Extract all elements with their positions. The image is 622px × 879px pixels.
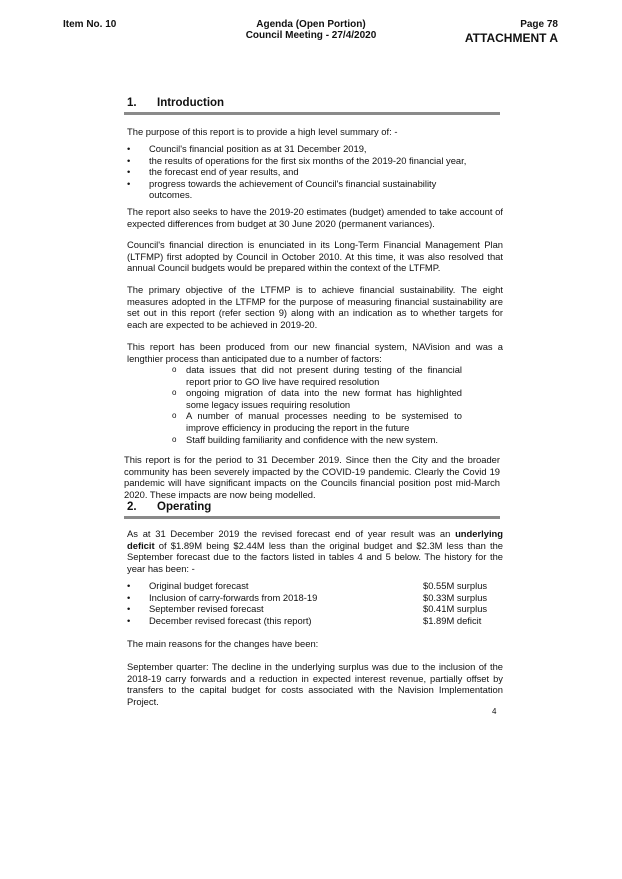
section-2-title: Operating: [157, 501, 212, 513]
history-value: $0.55M surplus: [423, 580, 488, 591]
list-item: [127, 615, 503, 627]
agenda-header: [191, 19, 431, 41]
attachment-label: ATTACHMENT A: [464, 31, 558, 45]
estimates-paragraph: The report also seeks to have the 2019-20 estimates (budget) amended to take account of expected differences from budget at 30 June 2020 (permanent variances).: [127, 206, 503, 229]
bullet-icon: •: [127, 591, 131, 603]
section-1-rule: [124, 112, 500, 115]
list-item: o data issues that did not present during testing of the financial report prior to GO live have required resolution: [172, 364, 462, 387]
bullet-icon: •: [127, 614, 131, 626]
bullet-icon: •: [127, 603, 131, 615]
forecast-history-list: [127, 580, 503, 626]
operating-intro-text-a: As at 31 December 2019 the revised forecast end of year result was an: [127, 528, 456, 539]
section-2-number: 2.: [127, 501, 137, 513]
system-paragraph: This report has been produced from our new financial system, NAVision and was a lengthier process than anticipated due to a number of factors:: [127, 341, 503, 364]
page-label: Page 78: [520, 19, 558, 30]
history-value: $0.41M surplus: [423, 603, 488, 615]
operating-intro-paragraph: [127, 528, 503, 574]
september-paragraph: September quarter: The decline in the underlying surplus was due to the inclusion of the 2018-19 carry forwards and a reduction in expected interest revenue, partially offset by transfers to the capital budget for costs associated with the Navision Implementation Project.: [127, 661, 503, 707]
list-item: • progress towards the achievement of Council's financial sustainability outcomes.: [127, 178, 497, 201]
list-item: • the forecast end of year results, and: [127, 166, 497, 178]
section-1-title: Introduction: [157, 97, 225, 109]
reasons-paragraph: The main reasons for the changes have been:: [127, 638, 319, 649]
agenda-title: Agenda (Open Portion): [256, 19, 366, 30]
purpose-bullet-list: [127, 143, 497, 201]
list-item: o Staff building familiarity and confidence with the new system.: [172, 434, 462, 446]
operating-intro-emphasis: underlying deficit: [127, 528, 503, 551]
list-item: o A number of manual processes needing to be systemised to improve efficiency in producing the report in the future: [172, 410, 462, 433]
list-item: • the results of operations for the first six months of the 2019-20 financial year,: [127, 155, 497, 167]
section-1-heading: [127, 97, 224, 109]
section-1-number: 1.: [127, 97, 137, 109]
list-item: o ongoing migration of data into the new format has highlighted some legacy issues requiring resolution: [172, 387, 462, 410]
item-number: Item No. 10: [63, 19, 117, 30]
history-label: December revised forecast (this report): [149, 614, 312, 626]
list-item: [127, 592, 503, 604]
list-item: [127, 580, 503, 592]
list-item: • Council's financial position as at 31 December 2019,: [127, 143, 497, 155]
page-number: 4: [492, 707, 497, 716]
direction-paragraph: Council's financial direction is enunciated in its Long-Term Financial Management Plan (LTFMP) first adopted by Council in October 2010. At this time, it was also resolved that annual Council budgets would be prepared within the context of the LTFMP.: [127, 239, 503, 274]
meeting-date: Council Meeting - 27/4/2020: [245, 30, 377, 41]
bullet-icon: •: [127, 580, 131, 591]
factors-list: [172, 364, 462, 445]
section-2-heading: [127, 501, 211, 513]
section-2-rule: [124, 516, 500, 519]
objective-paragraph: The primary objective of the LTFMP is to achieve financial sustainability. The eight measures adopted in the LTFMP for the purpose of measuring financial sustainability are set out in this report (refer section 9) along with an indication as to whether targets for each are expected to be achieved in 2019-20.: [127, 284, 503, 330]
history-label: Inclusion of carry-forwards from 2018-19: [149, 591, 318, 603]
history-label: Original budget forecast: [149, 580, 249, 591]
period-paragraph: This report is for the period to 31 December 2019. Since then the City and the broader community has been severely impacted by the COVID-19 pandemic. Clearly the Covid 19 pandemic will have significant impacts on the Councils financial position post mid-March 2020. These impacts are now being modelled.: [124, 454, 500, 500]
history-value: $0.33M surplus: [423, 591, 488, 603]
history-label: September revised forecast: [149, 603, 264, 615]
list-item: [127, 603, 503, 615]
operating-intro-text-b: of $1.89M being $2.44M less than the original budget and $2.3M less than the September forecast due to the factors listed in tables 4 and 5 below. The history for the year has been: -: [127, 539, 503, 574]
history-value: $1.89M deficit: [423, 614, 482, 626]
purpose-paragraph: The purpose of this report is to provide a high level summary of: -: [127, 126, 398, 137]
